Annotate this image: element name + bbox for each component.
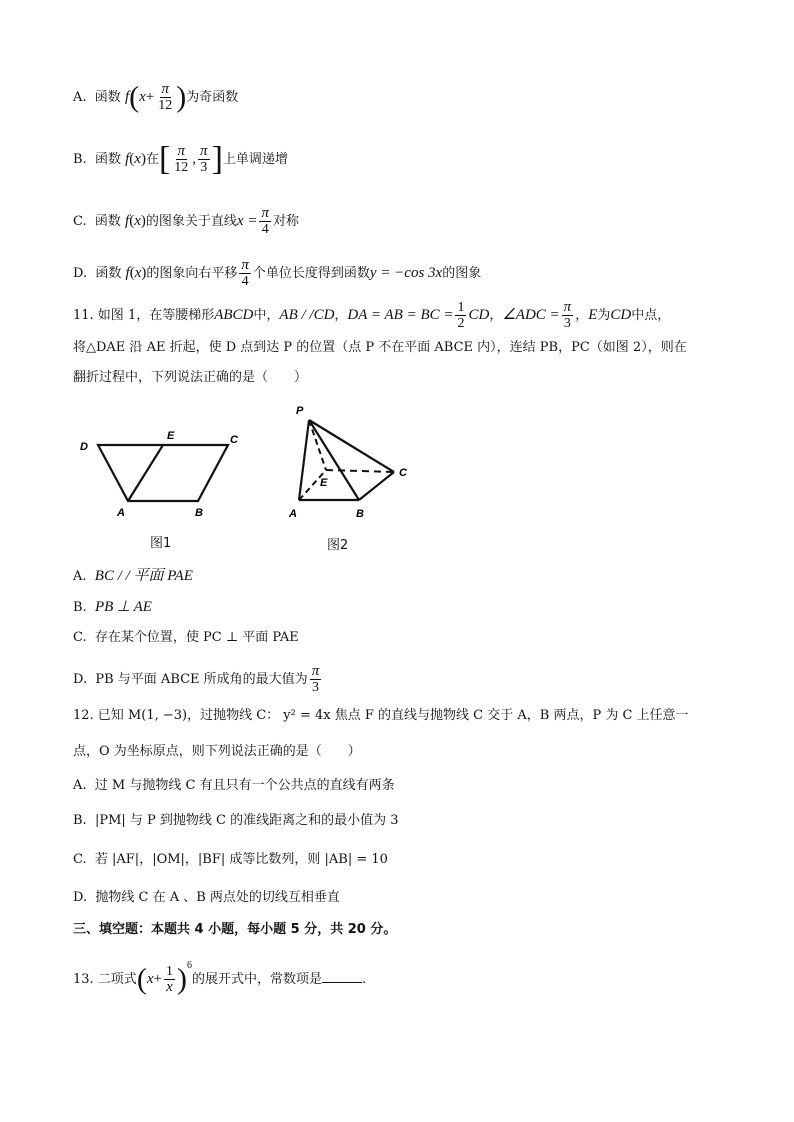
math-expr: ∠ADC = bbox=[502, 307, 560, 323]
paren-right: ) bbox=[140, 213, 146, 229]
segment-ae bbox=[128, 445, 163, 501]
q12-option-d bbox=[73, 888, 340, 908]
stem-text: ， bbox=[489, 308, 503, 323]
figure-1-trapezoid bbox=[70, 425, 260, 525]
paren-left: ( bbox=[129, 265, 135, 281]
option-text: 函数 bbox=[94, 214, 121, 229]
math-symbol: CD bbox=[610, 307, 632, 323]
option-text: 的图象 bbox=[442, 266, 482, 281]
section-heading: 三、填空题：本题共 4 小题，每小题 5 分，共 20 分。 bbox=[73, 922, 397, 937]
math-symbol: ABCD bbox=[214, 307, 254, 323]
paren-left: ( bbox=[129, 151, 135, 167]
frac-den: 4 bbox=[241, 274, 249, 289]
frac-den: 4 bbox=[261, 222, 269, 237]
math-operator: + bbox=[145, 89, 155, 105]
stem-text: . bbox=[361, 972, 367, 987]
q11-stem-line1 bbox=[73, 300, 670, 331]
bracket-left: [ bbox=[158, 140, 171, 178]
q13-stem bbox=[73, 959, 367, 996]
fraction bbox=[455, 300, 466, 331]
frac-num: π bbox=[261, 205, 269, 221]
edge-pa bbox=[299, 420, 309, 500]
trapezoid-outline bbox=[98, 445, 228, 501]
option-label: B. bbox=[73, 152, 87, 167]
label-a: A bbox=[289, 508, 297, 520]
q12-option-a bbox=[73, 776, 395, 796]
math-operator: , bbox=[192, 151, 197, 167]
option-text: 抛物线 C 在 A 、B 两点处的切线互相垂直 bbox=[95, 890, 340, 905]
option-text: 若 |AF|，|OM|，|BF| 成等比数列，则 |AB| = 10 bbox=[94, 852, 388, 867]
frac-num: π bbox=[563, 299, 572, 315]
label-b: B bbox=[195, 507, 203, 519]
edge-pc bbox=[309, 420, 394, 472]
option-text: 函数 bbox=[95, 266, 122, 281]
paren-left: ( bbox=[136, 962, 147, 996]
math-symbol: x bbox=[134, 213, 141, 229]
option-label: A. bbox=[73, 778, 87, 793]
math-symbol: f bbox=[125, 213, 130, 229]
stem-text: 11. 如图 1，在等腰梯形 bbox=[73, 308, 215, 323]
option-text: 对称 bbox=[272, 214, 299, 229]
math-symbol: f bbox=[125, 265, 130, 281]
math-expr: AB / /CD bbox=[279, 307, 335, 323]
option-text: 存在某个位置，使 PC ⊥ 平面 PAE bbox=[94, 630, 299, 645]
fraction bbox=[156, 82, 174, 113]
frac-den: 3 bbox=[563, 316, 571, 331]
q10-option-c bbox=[73, 206, 299, 237]
paren-right: ) bbox=[176, 80, 187, 114]
math-symbol: x bbox=[134, 265, 142, 281]
option-label: B. bbox=[73, 813, 87, 828]
paren-right: ) bbox=[176, 962, 187, 996]
frac-den: 12 bbox=[158, 98, 173, 113]
option-text: PB ⊥ AE bbox=[94, 599, 152, 615]
label-d: D bbox=[80, 441, 88, 453]
label-a: A bbox=[117, 507, 125, 519]
label-c: C bbox=[230, 434, 238, 446]
option-text: 过 M 与抛物线 C 有且只有一个公共点的直线有两条 bbox=[94, 778, 395, 793]
q11-option-a bbox=[73, 566, 193, 587]
fraction bbox=[259, 206, 271, 237]
option-text: 的图象关于直线 bbox=[145, 214, 237, 229]
figure-2-caption: 图2 bbox=[327, 538, 349, 553]
frac-den: 3 bbox=[311, 680, 319, 695]
option-text: 上单调递增 bbox=[222, 152, 288, 167]
math-operator: + bbox=[153, 971, 162, 987]
exponent: 6 bbox=[186, 959, 192, 971]
option-label: C. bbox=[73, 630, 87, 645]
label-c: C bbox=[399, 467, 407, 479]
q11-option-b bbox=[73, 597, 152, 618]
frac-den: x bbox=[166, 979, 173, 995]
option-label: A. bbox=[73, 90, 87, 105]
option-label: D. bbox=[73, 266, 88, 281]
math-symbol: f bbox=[125, 151, 130, 167]
q11-option-d bbox=[73, 664, 323, 695]
math-symbol: f bbox=[124, 89, 130, 105]
paren-left: ( bbox=[129, 213, 135, 229]
option-text: 为奇函数 bbox=[186, 90, 239, 105]
math-symbol: x bbox=[139, 89, 146, 105]
paren-right: ) bbox=[141, 265, 147, 281]
paren-left: ( bbox=[129, 80, 140, 114]
q11-stem-line3: 翻折过程中，下列说法正确的是（ ） bbox=[73, 370, 308, 385]
fraction bbox=[562, 300, 574, 331]
q11-stem-line2: 将△DAE 沿 AE 折起，使 D 点到达 P 的位置（点 P 不在平面 ABCE 内），连结 PB，PC（如图 2），则在 bbox=[73, 340, 687, 355]
stem-text: 中， bbox=[253, 308, 280, 323]
math-symbol: CD bbox=[468, 307, 490, 323]
label-e: E bbox=[320, 477, 328, 489]
option-text: |PM| 与 P 到抛物线 C 的准线距离之和的最小值为 3 bbox=[94, 813, 399, 828]
frac-num: π bbox=[311, 663, 320, 679]
q10-option-d bbox=[73, 258, 481, 289]
math-expr: x = bbox=[236, 213, 258, 229]
q12-stem-line2: 点，O 为坐标原点，则下列说法正确的是（ ） bbox=[73, 744, 361, 759]
option-label: A. bbox=[73, 569, 87, 584]
frac-num: 1 bbox=[457, 300, 465, 315]
option-label: C. bbox=[73, 852, 87, 867]
option-text: 个单位长度得到函数 bbox=[252, 266, 370, 281]
frac-den: 2 bbox=[457, 316, 465, 331]
option-label: D. bbox=[73, 890, 88, 905]
stem-text: 为 bbox=[597, 308, 611, 323]
option-text: PB 与平面 ABCE 所成角的最大值为 bbox=[95, 672, 308, 687]
fraction bbox=[310, 664, 322, 695]
figure-2-pyramid bbox=[284, 400, 424, 525]
frac-num: 1 bbox=[165, 964, 173, 979]
fraction bbox=[172, 144, 190, 175]
option-text: 函数 bbox=[94, 90, 121, 105]
frac-num: π bbox=[200, 143, 208, 159]
edge-ec-dashed bbox=[326, 470, 394, 472]
q11-option-c bbox=[73, 628, 299, 648]
option-text: 在 bbox=[145, 152, 159, 167]
answer-blank[interactable] bbox=[322, 970, 362, 983]
fraction bbox=[198, 144, 210, 175]
frac-num: π bbox=[161, 81, 170, 97]
option-label: D. bbox=[73, 672, 88, 687]
frac-num: π bbox=[241, 257, 249, 273]
math-symbol: x bbox=[146, 971, 154, 987]
label-b: B bbox=[356, 508, 364, 520]
math-symbol: x bbox=[134, 151, 141, 167]
q10-option-a bbox=[73, 82, 238, 113]
q12-option-c bbox=[73, 850, 388, 870]
stem-text: ， bbox=[575, 308, 589, 323]
q10-option-b bbox=[73, 140, 288, 178]
stem-text: 中点， bbox=[631, 308, 671, 323]
label-e: E bbox=[167, 430, 175, 442]
fraction bbox=[239, 258, 251, 289]
q12-option-b bbox=[73, 811, 399, 831]
edge-pb bbox=[309, 420, 359, 500]
frac-num: π bbox=[177, 143, 186, 159]
stem-text: 13. 二项式 bbox=[73, 972, 137, 987]
figure-1-caption: 图1 bbox=[150, 536, 172, 551]
stem-text: ， bbox=[334, 308, 348, 323]
bracket-right: ] bbox=[211, 140, 223, 178]
option-text: 函数 bbox=[94, 152, 121, 167]
option-label: B. bbox=[73, 600, 87, 615]
math-expr: DA = AB = BC = bbox=[347, 307, 454, 323]
edge-bc bbox=[359, 472, 394, 500]
frac-den: 3 bbox=[200, 160, 208, 175]
stem-text: 的展开式中，常数项是 bbox=[191, 972, 322, 987]
option-text: BC / / 平面 PAE bbox=[94, 568, 193, 584]
math-expr: y = −cos 3x bbox=[369, 265, 443, 281]
math-symbol: E bbox=[588, 307, 598, 323]
fraction bbox=[164, 964, 175, 995]
q12-stem-line1: 12. 已知 M(1, −3)，过抛物线 C： y² = 4x 焦点 F 的直线与抛物线 C 交于 A，B 两点，P 为 C 上任意一 bbox=[73, 708, 689, 723]
option-label: C. bbox=[73, 214, 87, 229]
option-text: 的图象向右平移 bbox=[146, 266, 238, 281]
paren-right: ) bbox=[140, 151, 146, 167]
frac-den: 12 bbox=[174, 160, 189, 175]
label-p: P bbox=[296, 405, 304, 417]
